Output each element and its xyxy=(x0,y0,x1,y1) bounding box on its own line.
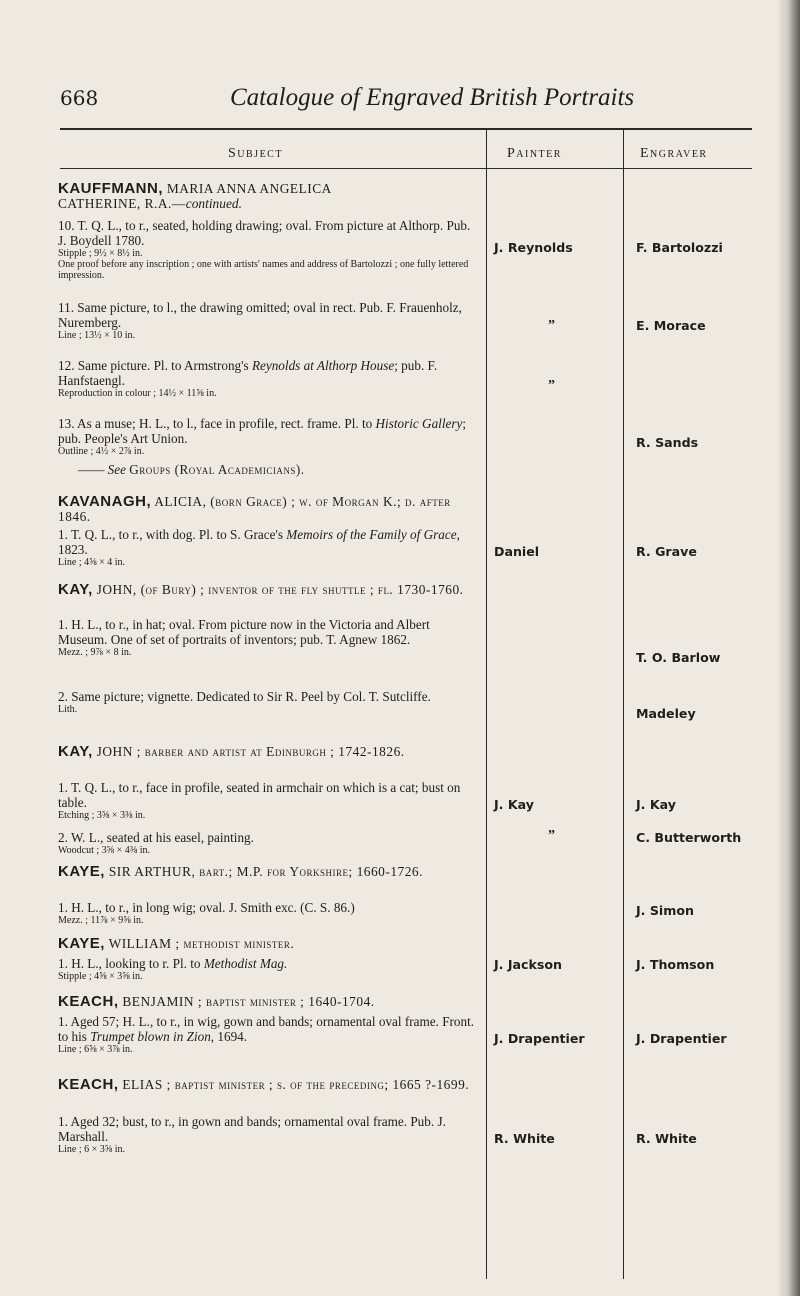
portrait-item xyxy=(58,416,481,457)
item-medium: Outline ; 4½ × 2⅞ in. xyxy=(58,446,145,457)
item-number: 1. xyxy=(58,527,68,542)
item-description: H. L., to r., in long wig; oval. J. Smith exc. (C. S. 86.) xyxy=(67,900,355,915)
item-medium: Mezz. ; 9⅞ × 8 in. xyxy=(58,647,132,658)
engraver-cell: E. Morace xyxy=(636,318,706,333)
entry-heading xyxy=(58,936,481,951)
item-publication: Trumpet blown in Zion xyxy=(90,1029,211,1044)
sitter-name: KEACH, xyxy=(58,1076,119,1093)
entry-heading xyxy=(58,864,481,879)
item-number: 1. xyxy=(58,780,68,795)
item-number: 1. xyxy=(58,617,68,632)
painter-cell: ” xyxy=(548,378,555,393)
sitter-name: KAY, xyxy=(58,581,93,598)
engraver-cell: J. Simon xyxy=(636,903,694,918)
cross-reference-dash: —— xyxy=(78,462,105,477)
item-number: 2. xyxy=(58,830,68,845)
cross-reference xyxy=(78,462,501,477)
portrait-item xyxy=(58,218,481,281)
item-text xyxy=(58,1014,481,1044)
sitter-description: JOHN ; barber and artist at Edinburgh ; 1742-1826. xyxy=(92,744,405,759)
page-header xyxy=(60,86,760,116)
item-medium: Line ; 6⅝ × 3⅞ in. xyxy=(58,1044,133,1055)
see-label: See xyxy=(107,462,126,477)
painter-cell: J. Jackson xyxy=(494,957,562,972)
item-text xyxy=(58,956,481,971)
portrait-item xyxy=(58,300,481,341)
item-number: 1. xyxy=(58,900,68,915)
item-text xyxy=(58,218,481,248)
sitter-description: BENJAMIN ; baptist minister ; 1640-1704. xyxy=(118,994,375,1009)
painter-cell: J. Reynolds xyxy=(494,240,573,255)
sitter-name: KAVANAGH, xyxy=(58,493,152,510)
item-text xyxy=(58,1114,481,1144)
entry-heading xyxy=(58,1077,481,1092)
item-description: Same picture. Pl. to Armstrong's xyxy=(74,358,252,373)
item-number: 1. xyxy=(58,1014,68,1029)
column-header-subject: Subject xyxy=(228,146,283,161)
item-medium: Line ; 13½ × 10 in. xyxy=(58,330,136,341)
item-publisher: , 1694. xyxy=(210,1029,248,1044)
engraver-cell: R. White xyxy=(636,1131,697,1146)
item-medium: Lith. xyxy=(58,704,78,715)
item-text xyxy=(58,830,481,845)
item-medium: Stipple ; 9½ × 8½ in. xyxy=(58,248,143,259)
painter-cell: ” xyxy=(548,318,555,333)
portrait-item xyxy=(58,689,481,715)
header-rule xyxy=(60,168,752,169)
portrait-item xyxy=(58,956,481,982)
portrait-item xyxy=(58,1114,481,1155)
item-text xyxy=(58,617,481,647)
item-text xyxy=(58,900,481,915)
sitter-name: KAY, xyxy=(58,743,93,760)
entry-heading xyxy=(58,582,481,597)
item-medium: Reproduction in colour ; 14½ × 11⅝ in. xyxy=(58,388,217,399)
item-description: T. Q. L., to r., seated, holding drawing; oval. From picture at Althorp. Pub. J. Boydell 1780. xyxy=(58,218,471,248)
item-publisher: ; pub. F. Hanfstaengl. xyxy=(58,358,438,388)
item-medium: Mezz. ; 11⅞ × 9⅝ in. xyxy=(58,915,144,926)
item-description: Same picture; vignette. Dedicated to Sir R. Peel by Col. T. Sutcliffe. xyxy=(67,689,431,704)
engraver-cell: J. Kay xyxy=(636,797,676,812)
engraver-cell: Madeley xyxy=(636,706,696,721)
portrait-item xyxy=(58,358,481,399)
engraver-cell: R. Sands xyxy=(636,435,699,450)
item-number: 13. xyxy=(58,416,75,431)
item-medium: Line ; 4⅝ × 4 in. xyxy=(58,557,126,568)
item-description: H. L., looking to r. Pl. to xyxy=(67,956,204,971)
portrait-item xyxy=(58,780,481,821)
sitter-name: KAYE, xyxy=(58,935,105,952)
see-target: Groups (Royal Academicians). xyxy=(129,462,305,477)
entry-heading xyxy=(58,994,481,1009)
continued-label: continued. xyxy=(185,196,242,211)
entry-heading xyxy=(58,494,481,524)
sitter-name: KEACH, xyxy=(58,993,119,1010)
engraver-cell: J. Drapentier xyxy=(636,1031,727,1046)
item-number: 11. xyxy=(58,300,74,315)
item-text xyxy=(58,780,481,810)
engraver-cell: J. Thomson xyxy=(636,957,715,972)
sitter-description: SIR ARTHUR, bart.; M.P. for Yorkshire; 1660-1726. xyxy=(104,864,423,879)
portrait-item xyxy=(58,830,481,856)
item-publication: Memoirs of the Family of Grace xyxy=(286,527,457,542)
item-publication: Historic Gallery xyxy=(375,416,463,431)
column-divider-engraver xyxy=(623,129,624,1279)
item-publisher: , 1823. xyxy=(58,527,460,557)
sitter-description: ELIAS ; baptist minister ; s. of the preceding; 1665 ?-1699. xyxy=(118,1077,470,1092)
sitter-name: KAYE, xyxy=(58,863,105,880)
portrait-item xyxy=(58,1014,481,1055)
column-header-engraver: Engraver xyxy=(640,146,708,161)
sitter-description-cont: CATHERINE, R.A.— xyxy=(58,196,186,211)
item-publication: Methodist Mag. xyxy=(203,956,288,971)
item-number: 2. xyxy=(58,689,68,704)
item-number: 12. xyxy=(58,358,75,373)
item-medium: Woodcut ; 3⅝ × 4⅜ in. xyxy=(58,845,151,856)
item-description: Same picture, to l., the drawing omitted; oval in rect. Pub. F. Frauenholz, Nuremberg. xyxy=(58,300,462,330)
item-note: One proof before any inscription ; one with artists' names and address of Bartolozzi ; one fully lettered impression. xyxy=(58,259,469,281)
sitter-description: ALICIA, (born Grace) ; w. of Morgan K.; d. after 1846. xyxy=(58,494,451,524)
sitter-description: WILLIAM ; methodist minister. xyxy=(104,936,295,951)
item-number: 1. xyxy=(58,1114,68,1129)
page-number: 668 xyxy=(60,86,99,110)
running-title: Catalogue of Engraved British Portraits xyxy=(230,84,635,111)
item-description: T. Q. L., to r., face in profile, seated in armchair on which is a cat; bust on table. xyxy=(58,780,461,810)
sitter-name: KAUFFMANN, xyxy=(58,180,163,197)
item-publication: Reynolds at Althorp House xyxy=(251,358,395,373)
item-text xyxy=(58,689,481,704)
item-medium: Etching ; 3⅝ × 3⅜ in. xyxy=(58,810,146,821)
top-rule xyxy=(60,128,752,130)
item-description: W. L., seated at his easel, painting. xyxy=(67,830,254,845)
item-text xyxy=(58,527,481,557)
item-description: H. L., to r., in hat; oval. From picture now in the Victoria and Albert Museum. One of set of portraits of inventors; pub. T. Agnew 1862. xyxy=(58,617,430,647)
sitter-description: JOHN, (of Bury) ; inventor of the fly shuttle ; fl. 1730-1760. xyxy=(92,582,464,597)
engraver-cell: R. Grave xyxy=(636,544,697,559)
painter-cell: J. Kay xyxy=(494,797,534,812)
painter-cell: J. Drapentier xyxy=(494,1031,585,1046)
item-description: As a muse; H. L., to l., face in profile, rect. frame. Pl. to xyxy=(74,416,376,431)
item-text xyxy=(58,300,481,330)
sitter-description: MARIA ANNA ANGELICA xyxy=(162,181,332,196)
item-number: 1. xyxy=(58,956,68,971)
portrait-item xyxy=(58,900,481,926)
item-description: Aged 57; H. L., to r., in wig, gown and bands; ornamental oval frame. Front. to his xyxy=(58,1014,475,1044)
item-number: 10. xyxy=(58,218,75,233)
portrait-item xyxy=(58,617,481,658)
painter-cell: ” xyxy=(548,828,555,843)
entry-heading xyxy=(58,181,481,211)
page-edge-shadow xyxy=(778,0,800,1296)
engraver-cell: C. Butterworth xyxy=(636,830,742,845)
item-text xyxy=(58,358,481,388)
column-divider-painter xyxy=(486,129,487,1279)
engraver-cell: T. O. Barlow xyxy=(636,650,721,665)
item-description: T. Q. L., to r., with dog. Pl. to S. Grace's xyxy=(67,527,287,542)
painter-cell: R. White xyxy=(494,1131,555,1146)
item-medium: Line ; 6 × 3⅝ in. xyxy=(58,1144,126,1155)
painter-cell: Daniel xyxy=(494,544,540,559)
entry-heading xyxy=(58,744,481,759)
engraver-cell: F. Bartolozzi xyxy=(636,240,723,255)
column-header-painter: Painter xyxy=(507,146,562,161)
portrait-item xyxy=(58,527,481,568)
item-publisher: ; pub. People's Art Union. xyxy=(58,416,467,446)
item-text xyxy=(58,416,481,446)
item-description: Aged 32; bust, to r., in gown and bands; ornamental oval frame. Pub. J. Marshall. xyxy=(58,1114,446,1144)
item-medium: Stipple ; 4⅝ × 3⅝ in. xyxy=(58,971,143,982)
